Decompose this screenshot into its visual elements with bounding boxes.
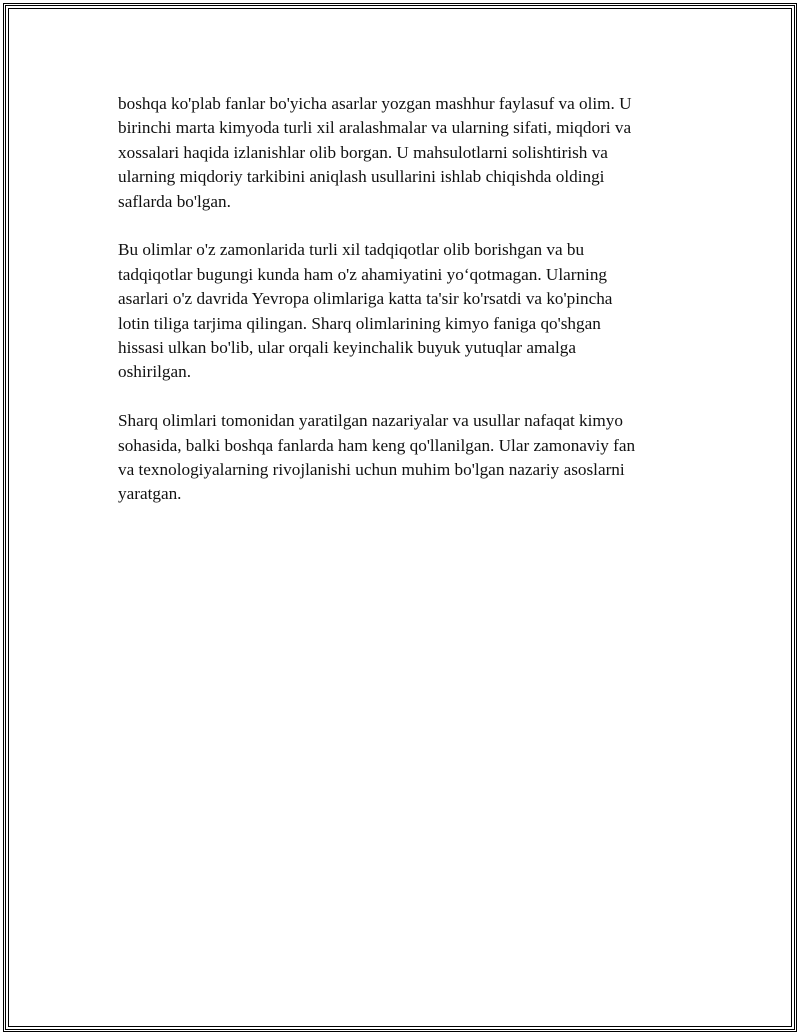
document-text-body	[118, 92, 678, 531]
paragraph-1: boshqa ko'plab fanlar bo'yicha asarlar yozgan mashhur faylasuf va olim. U birinchi marta kimyoda turli xil aralashmalar va ularning sifati, miqdori va xossalari haqida izlanishlar olib borgan. U mahsulotlarni solishtirish va ularning miqdoriy tarkibini aniqlash usullarini ishlab chiqishda oldingi saflarda bo'lgan.	[118, 94, 632, 211]
paragraph-3: Sharq olimlari tomonidan yaratilgan nazariyalar va usullar nafaqat kimyo sohasida, balki boshqa fanlarda ham keng qo'llanilgan. Ular zamonaviy fan va texnologiyalarning rivojlanishi uchun muhim bo'lgan nazariy asoslarni yaratgan.	[118, 411, 636, 504]
paragraph-2: Bu olimlar o'z zamonlarida turli xil tadqiqotlar olib borishgan va bu tadqiqotlar bugungi kunda ham o'z ahamiyatini yo‘qotmagan. Ularning asarlari o'z davrida Yevropa olimlariga katta ta'sir ko'rsatdi va ko'pincha lotin tiliga tarjima qilingan. Sharq olimlarining kimyo faniga qo'shgan hissasi ulkan bo'lib, ular orqali keyinchalik buyuk yutuqlar amalga oshirilgan.	[118, 240, 613, 382]
